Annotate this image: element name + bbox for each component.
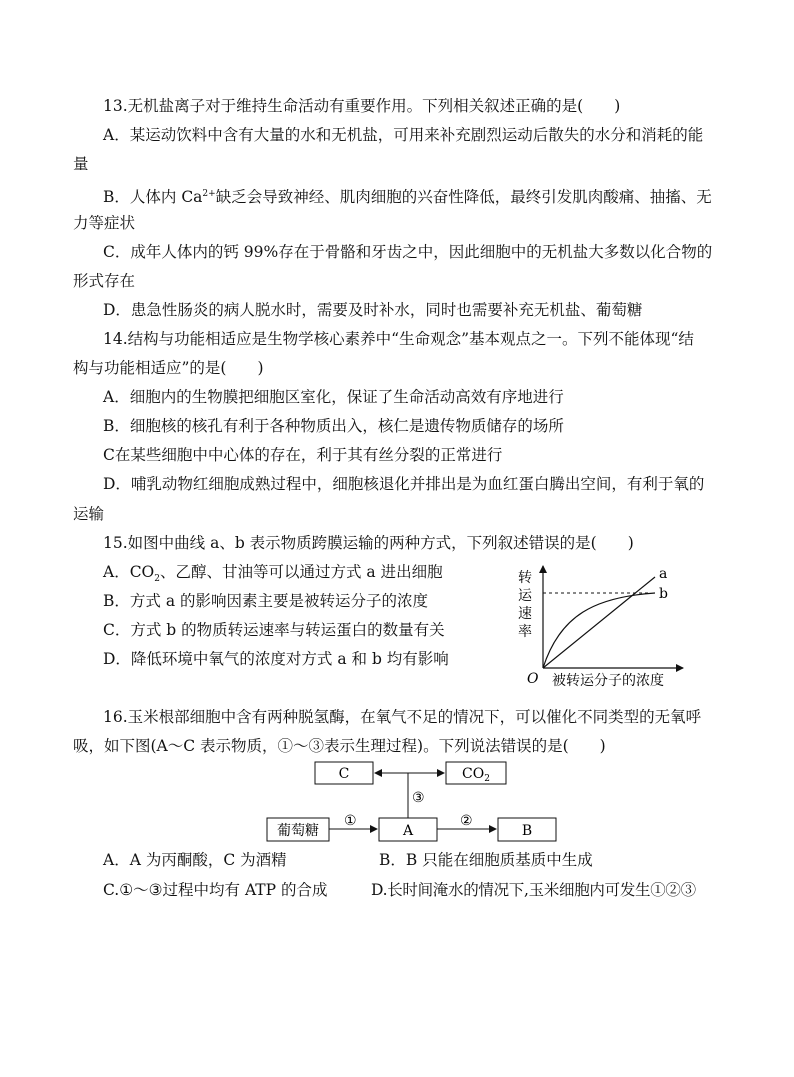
q14-option-b: B．细胞核的核孔有利于各种物质出入，核仁是遗传物质储存的场所: [103, 417, 564, 435]
q13-option-a: A．某运动饮料中含有大量的水和无机盐，可用来补充剧烈运动后散失的水分和消耗的能: [103, 126, 704, 144]
q13-option-b-post: 缺乏会导致神经、肌肉细胞的兴奋性降低，最终引发肌肉酸痛、抽搐、无: [215, 188, 712, 207]
q14-stem-cont: 构与功能相适应”的是( ): [73, 359, 264, 377]
box-a-label: A: [402, 823, 414, 839]
graph-ylabel-char-2: 运: [518, 588, 532, 604]
box-co2-label: [462, 766, 490, 784]
step-2-label: ②: [460, 813, 473, 829]
q15-option-c: C．方式 b 的物质转运速率与转运蛋白的数量有关: [103, 621, 445, 639]
step-3-label: ③: [412, 790, 425, 806]
graph-xlabel: 被转运分子的浓度: [552, 673, 664, 689]
curve-b: [543, 593, 655, 668]
q13-option-b: [103, 184, 712, 207]
q15-stem: 15.如图中曲线 a、b 表示物质跨膜运输的两种方式，下列叙述错误的是( ): [103, 534, 634, 552]
q13-option-c-cont: 形式存在: [73, 272, 136, 290]
q15-option-a-sub: 2: [154, 574, 160, 585]
q15-option-a-post: 、乙醇、甘油等可以通过方式 a 进出细胞: [160, 563, 443, 581]
box-glucose-label: 葡萄糖: [277, 823, 319, 839]
graph-ylabel-char-3: 速: [518, 606, 532, 622]
q16-stem-cont: 吸，如下图(A～C 表示物质，①～③表示生理过程)。下列说法错误的是( ): [73, 737, 606, 755]
transport-rate-graph: [505, 560, 690, 695]
box-co2-sub: 2: [484, 774, 490, 784]
q13-option-d: D．患急性肠炎的病人脱水时，需要及时补水，同时也需要补充无机盐、葡萄糖: [103, 301, 643, 319]
curve-b-label: b: [659, 586, 668, 602]
q13-option-c: C．成年人体内的钙 99%存在于骨骼和牙齿之中，因此细胞中的无机盐大多数以化合物的: [103, 243, 713, 261]
box-b-label: B: [521, 823, 533, 839]
box-co2-main: CO: [462, 766, 485, 782]
graph-ylabel-char-1: 转: [518, 570, 532, 586]
box-c-label: C: [338, 766, 350, 782]
q16-option-a: A．A 为丙酮酸，C 为酒精: [103, 851, 287, 869]
graph-origin: O: [527, 671, 539, 687]
q15-option-a-pre: A．CO: [103, 563, 155, 581]
q13-option-b-pre: B．人体内 Ca: [103, 188, 203, 207]
graph-ylabel-char-4: 率: [518, 624, 532, 640]
curve-a-label: a: [659, 566, 668, 582]
respiration-diagram: [0, 755, 794, 855]
q15-option-b: B．方式 a 的影响因素主要是被转运分子的浓度: [103, 592, 428, 610]
q13-option-a-cont: 量: [73, 155, 89, 173]
q16-option-d: D.长时间淹水的情况下,玉米细胞内可发生①②③: [371, 881, 696, 899]
q13-option-b-sup: 2+: [202, 189, 216, 199]
step-1-label: ①: [344, 813, 357, 829]
q16-option-b: B．B 只能在细胞质基质中生成: [379, 851, 593, 869]
q14-option-d: D．哺乳动物红细胞成熟过程中，细胞核退化并排出是为血红蛋白腾出空间，有利于氧的: [103, 475, 705, 493]
q14-option-a: A．细胞内的生物膜把细胞区室化，保证了生命活动高效有序地进行: [103, 388, 564, 406]
q14-option-c: C在某些细胞中中心体的存在，利于其有丝分裂的正常进行: [103, 446, 503, 464]
q13-option-b-cont: 力等症状: [73, 214, 136, 232]
q15-option-d: D．降低环境中氧气的浓度对方式 a 和 b 均有影响: [103, 650, 449, 668]
q16-option-c: C.①～③过程中均有 ATP 的合成: [103, 881, 328, 899]
q14-stem: 14.结构与功能相适应是生物学核心素养中“生命观念”基本观点之一。下列不能体现“结: [103, 330, 694, 348]
curve-a: [543, 577, 655, 668]
q13-stem: 13.无机盐离子对于维持生命活动有重要作用。下列相关叙述正确的是( ): [103, 97, 621, 115]
q16-stem: 16.玉米根部细胞中含有两种脱氢酶，在氧气不足的情况下，可以催化不同类型的无氧呼: [103, 708, 702, 726]
q14-option-d-cont: 运输: [73, 505, 105, 523]
q15-option-a: [103, 562, 443, 589]
